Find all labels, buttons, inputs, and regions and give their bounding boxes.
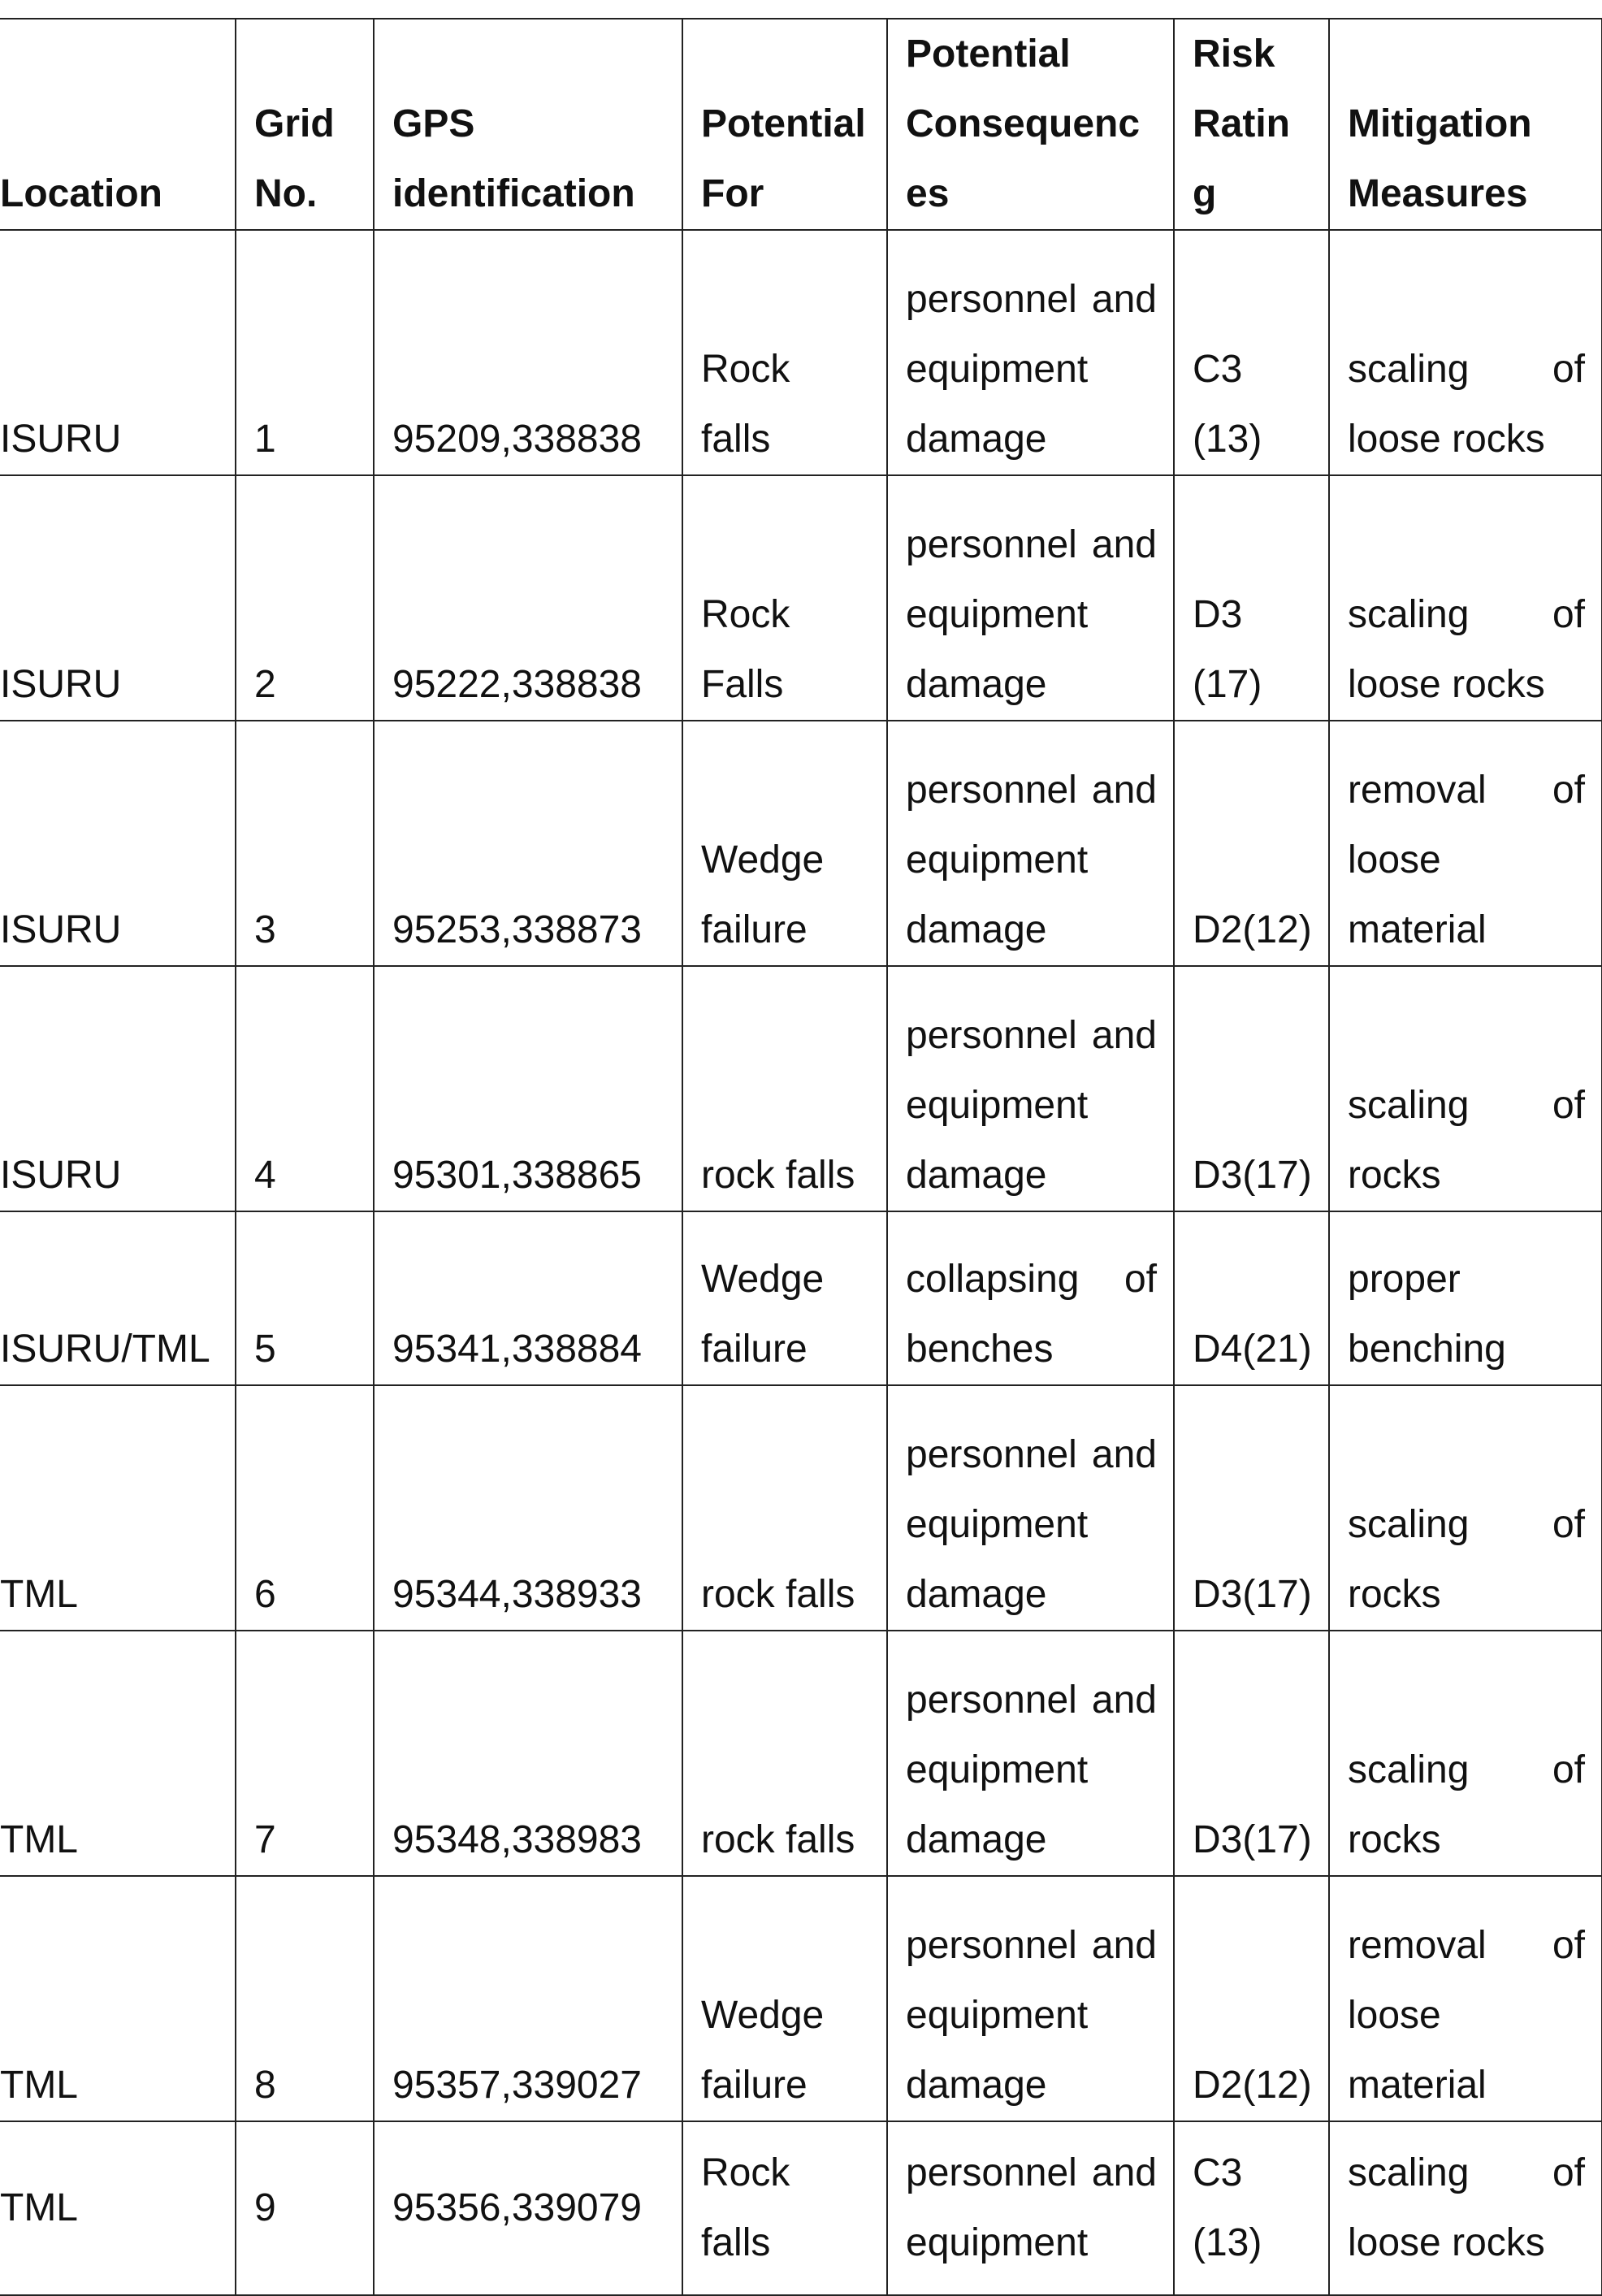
cell-potential-for: Wedge failure [682,1211,887,1385]
cell-potential-consequences-line: damage [906,663,1047,706]
cell-potential-consequences-line: equipment [906,1503,1089,1546]
cell-mitigation-measures-line: rocks [1348,1818,1441,1861]
cell-mitigation-measures-line: scaling of [1348,2151,1585,2194]
cell-mitigation-measures [1329,721,1602,966]
cell-potential-consequences-line: personnel and [906,523,1157,566]
cell-gps-identification: 95341,338884 [374,1211,682,1385]
cell-grid-no: 7 [236,1631,374,1876]
cell-potential-consequences-line: equipment [906,1994,1089,2037]
cell-potential-consequences [887,1631,1174,1876]
cell-risk-rating: D3 (17) [1174,475,1329,721]
cell-gps-identification: 95253,338873 [374,721,682,966]
cell-mitigation-measures-line: loose rocks [1348,663,1545,706]
cell-mitigation-measures-line: proper [1348,1258,1461,1301]
cell-grid-no: 6 [236,1385,374,1631]
cell-potential-consequences-line: benches [906,1328,1054,1371]
cell-grid-no: 4 [236,966,374,1211]
cell-gps-identification: 95222,338838 [374,475,682,721]
cell-location: TML [0,1631,236,1876]
header-mitigation-measures: Mitigation Measures [1329,19,1602,230]
cell-potential-for: Rock Falls [682,475,887,721]
cell-potential-for: Wedge failure [682,721,887,966]
cell-mitigation-measures [1329,966,1602,1211]
cell-risk-rating: C3 (13) [1174,2121,1329,2295]
table-body [0,230,1602,2295]
cell-potential-consequences-line: equipment [906,348,1089,391]
cell-risk-rating: D2(12) [1174,1876,1329,2121]
cell-mitigation-measures [1329,475,1602,721]
risk-assessment-table [0,18,1602,2296]
cell-potential-consequences-line: damage [906,418,1047,461]
table-row [0,721,1602,966]
cell-potential-consequences [887,230,1174,475]
table-row [0,230,1602,475]
cell-potential-for: Rock falls [682,2121,887,2295]
cell-potential-for: rock falls [682,1631,887,1876]
cell-potential-consequences-line: personnel and [906,1679,1157,1722]
cell-potential-consequences-line: personnel and [906,1014,1157,1057]
cell-mitigation-measures-line: loose [1348,838,1441,882]
cell-gps-identification: 95344,338933 [374,1385,682,1631]
cell-location: ISURU [0,966,236,1211]
cell-mitigation-measures [1329,1385,1602,1631]
cell-gps-identification: 95209,338838 [374,230,682,475]
cell-grid-no: 8 [236,1876,374,2121]
header-potential-for: Potential For [682,19,887,230]
cell-mitigation-measures-line: benching [1348,1328,1506,1371]
cell-location: TML [0,1385,236,1631]
header-location: Location [0,19,236,230]
cell-potential-consequences-line: damage [906,1573,1047,1616]
cell-potential-consequences [887,721,1174,966]
cell-mitigation-measures-line: material [1348,2064,1487,2107]
cell-mitigation-measures [1329,1876,1602,2121]
cell-potential-for: rock falls [682,1385,887,1631]
header-risk-rating: Risk Rating [1174,19,1329,230]
cell-potential-consequences-line: personnel and [906,1433,1157,1476]
table-header-row [0,19,1602,230]
table-row [0,1211,1602,1385]
cell-potential-consequences [887,2121,1174,2295]
cell-mitigation-measures-line: loose rocks [1348,418,1545,461]
cell-gps-identification: 95348,338983 [374,1631,682,1876]
cell-potential-consequences-line: damage [906,1818,1047,1861]
cell-potential-consequences-line: personnel and [906,1924,1157,1967]
cell-mitigation-measures-line: loose [1348,1994,1441,2037]
cell-location: ISURU [0,721,236,966]
cell-mitigation-measures-line: removal of [1348,1924,1585,1967]
cell-potential-consequences [887,966,1174,1211]
cell-gps-identification: 95301,338865 [374,966,682,1211]
cell-grid-no: 5 [236,1211,374,1385]
cell-potential-consequences-line: personnel and [906,278,1157,321]
cell-location: ISURU [0,475,236,721]
table-row [0,966,1602,1211]
cell-potential-consequences-line: damage [906,908,1047,951]
table-row [0,1876,1602,2121]
cell-potential-for: Wedge failure [682,1876,887,2121]
cell-potential-consequences-line: equipment [906,2221,1089,2264]
cell-mitigation-measures [1329,1631,1602,1876]
cell-potential-consequences-line: personnel and [906,2151,1157,2194]
cell-mitigation-measures-line: scaling of [1348,1748,1585,1791]
cell-risk-rating: D2(12) [1174,721,1329,966]
risk-assessment-document [0,18,1602,2296]
cell-mitigation-measures-line: scaling of [1348,593,1585,636]
table-row [0,475,1602,721]
cell-potential-for: Rock falls [682,230,887,475]
cell-gps-identification: 95356,339079 [374,2121,682,2295]
cell-potential-consequences [887,1876,1174,2121]
cell-gps-identification: 95357,339027 [374,1876,682,2121]
cell-potential-consequences-line: equipment [906,1084,1089,1127]
cell-potential-consequences-line: damage [906,2064,1047,2107]
cell-risk-rating: D3(17) [1174,1385,1329,1631]
cell-location: TML [0,2121,236,2295]
cell-mitigation-measures-line: rocks [1348,1154,1441,1197]
cell-mitigation-measures [1329,1211,1602,1385]
cell-mitigation-measures-line: removal of [1348,769,1585,812]
header-potential-consequences: Potential Consequences [887,19,1174,230]
cell-risk-rating: D4(21) [1174,1211,1329,1385]
cell-grid-no: 9 [236,2121,374,2295]
header-grid-no: Grid No. [236,19,374,230]
header-gps-identification: GPS identification [374,19,682,230]
table-row [0,2121,1602,2295]
cell-mitigation-measures [1329,230,1602,475]
table-row [0,1385,1602,1631]
cell-mitigation-measures-line: scaling of [1348,1503,1585,1546]
cell-risk-rating: D3(17) [1174,966,1329,1211]
cell-potential-consequences [887,1211,1174,1385]
cell-location: ISURU [0,230,236,475]
cell-potential-consequences-line: equipment [906,838,1089,882]
cell-potential-consequences-line: equipment [906,1748,1089,1791]
cell-potential-consequences-line: collapsing of [906,1258,1157,1301]
cell-risk-rating: D3(17) [1174,1631,1329,1876]
table-row [0,1631,1602,1876]
cell-location: TML [0,1876,236,2121]
cell-mitigation-measures [1329,2121,1602,2295]
cell-potential-consequences-line: damage [906,1154,1047,1197]
cell-mitigation-measures-line: rocks [1348,1573,1441,1616]
cell-grid-no: 1 [236,230,374,475]
cell-potential-consequences [887,1385,1174,1631]
cell-potential-consequences-line: personnel and [906,769,1157,812]
cell-potential-consequences [887,475,1174,721]
cell-mitigation-measures-line: scaling of [1348,348,1585,391]
cell-mitigation-measures-line: scaling of [1348,1084,1585,1127]
cell-risk-rating: C3 (13) [1174,230,1329,475]
cell-potential-consequences-line: equipment [906,593,1089,636]
cell-mitigation-measures-line: material [1348,908,1487,951]
cell-grid-no: 3 [236,721,374,966]
cell-grid-no: 2 [236,475,374,721]
cell-mitigation-measures-line: loose rocks [1348,2221,1545,2264]
cell-potential-for: rock falls [682,966,887,1211]
cell-location: ISURU/TML [0,1211,236,1385]
